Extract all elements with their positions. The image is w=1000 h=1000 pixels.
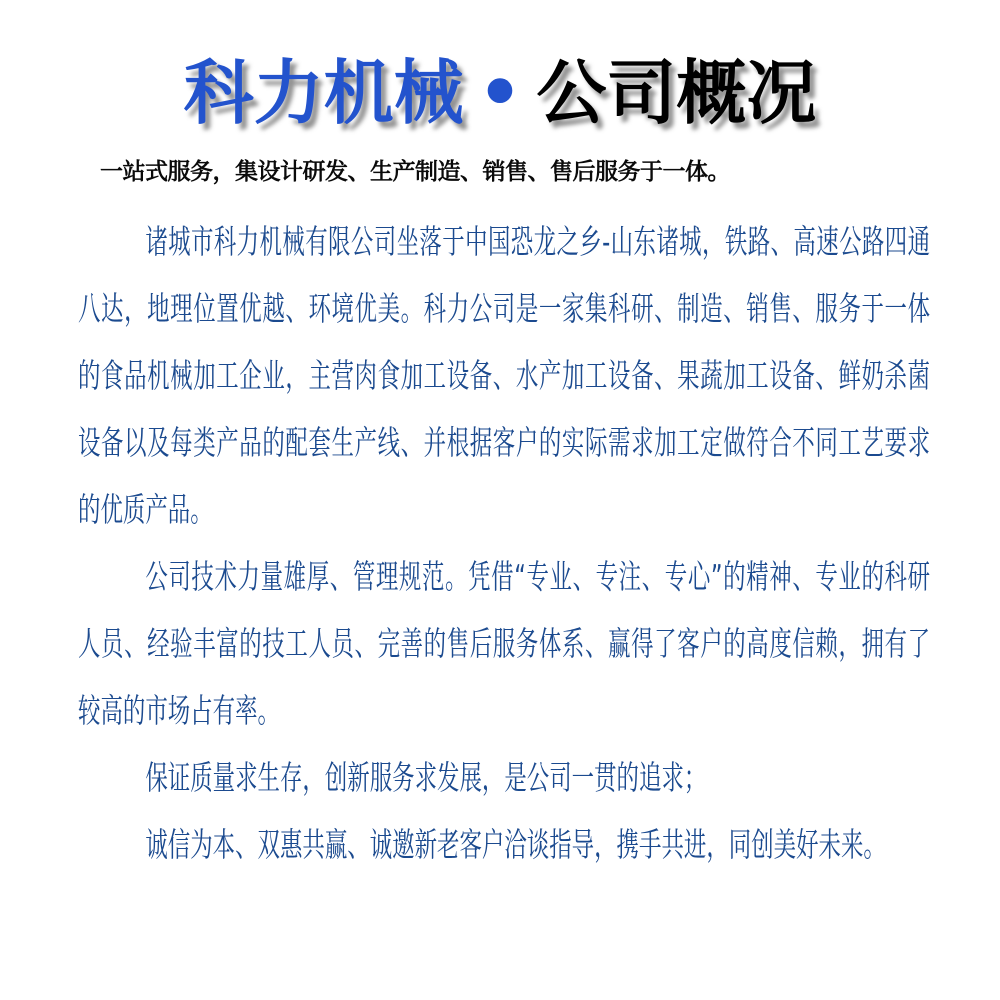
title-separator-dot: • [477, 52, 523, 134]
brand-name: 科力机械 [183, 52, 464, 134]
paragraph-location-intro: 诸城市科力机械有限公司坐落于中国恐龙之乡-山东诸城，铁路、高速公路四通八达，地理位置优越、环境优美。科力公司是一家集科研、制造、销售、服务于一体的食品机械加工企业，主营肉食加工设备、水产加工设备、果蔬加工设备、鲜奶杀菌设备以及每类产品的配套生产线、并根据客户的实际需求加工定做符合不同工艺要求的优质产品。 [78, 222, 931, 529]
paragraph-motto: 保证质量求生存，创新服务求发展，是公司一贯的追求； [145, 758, 707, 797]
page-title [0, 48, 1000, 138]
tagline: 一站式服务，集设计研发、生产制造、销售、售后服务于一体。 [100, 159, 730, 185]
paragraph-invitation: 诚信为本、双惠共赢、诚邀新老客户洽谈指导，携手共进，同创美好未来。 [145, 825, 886, 864]
paragraph-strengths: 公司技术力量雄厚、管理规范。凭借“专业、专注、专心”的精神、专业的科研人员、经验丰富的技工人员、完善的售后服务体系、赢得了客户的高度信赖，拥有了较高的市场占有率。 [78, 557, 931, 730]
title-section-name: 公司概况 [536, 52, 817, 134]
company-intro-text [78, 208, 930, 878]
